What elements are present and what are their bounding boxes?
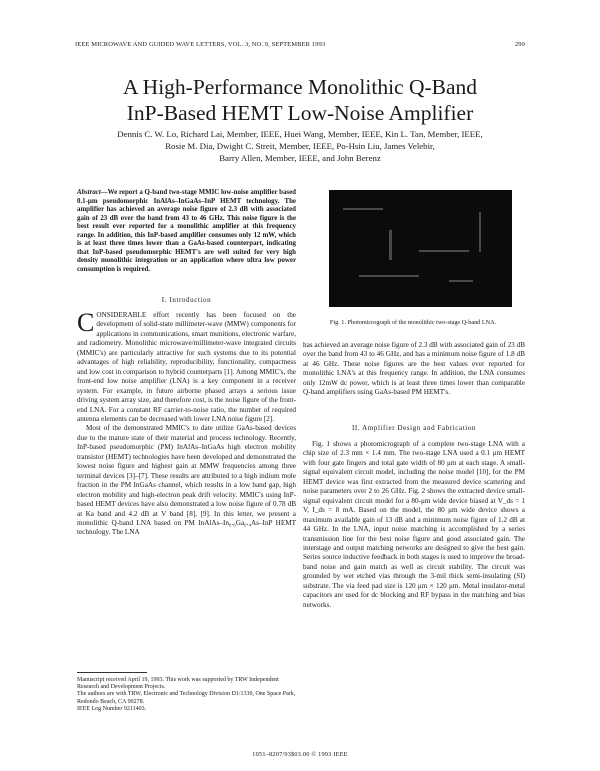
figure-caption: Fig. 1. Photomicrograph of the monolithic two-stage Q-band LNA. [329,319,497,326]
abstract-text: —We report a Q-band two-stage MMIC low-noise amplifier based 0.1-μm pseudomorphic InAlAs–InGaAs–InP HEMT technology. The amplifier has achieved an average noise figure of 2.3 dB with associated gain of 23 dB over the band from 43 to 46 GHz. This noise figure is the best result ever reported for a monolithic amplifier at this frequency range. In addition, this InP-based amplifier consumes only 12 mW, which is at least three times lower than a GaAs-based counterpart, indicating that InP-based pseudomorphic HEMT's are well suited for very high density monolithic integration or an application where ultra low power consumption is required. [77,189,296,273]
section-1-heading-wrap [77,296,296,305]
authors-line-1: Dennis C. W. Lo, Richard Lai, Member, IEEE, Huei Wang, Member, IEEE, Kin L. Tan, Member, IEEE, [117,129,483,139]
paper-title [60,74,540,126]
authors-line-2: Rosie M. Dia, Dwight C. Streit, Member, IEEE, Po-Hsin Liu, James Velebir, [165,141,435,152]
page-number: 299 [514,41,525,48]
intro-paragraph-2: Most of the demonstrated MMIC's to date utilize GaAs-based devices due to the mature state of their material and process technology. Recently, InP-based pseudomorphic (PM) InAlAs–InGaAs high electron mobility transistor (HEMT) technologies have been developed and demonstrated the lowest noise figure and highest gain at MMW frequencies among three terminal devices [3]–[7]. These results are attributed to a high indium mole fraction in the PM InGaAs channel, which results in a low band gap, high electron mobility and high-electron peak drift velocity. MMIC's using InP-based HEMT devices have also demonstrated a low noise figure of 0.78 dB at Ka band and 4.2 dB at V band [8], [9]. In this letter, we present a monolithic Q-band LNA based on PM InAlAs–In₀.₆Ga₀.₄As–InP HEMT technology. The LNA [77,424,296,537]
footnote-rule [77,672,147,673]
copyright-line: 1051–8207/93$03.00 © 1993 IEEE [252,751,348,758]
running-header [75,41,525,48]
intro-paragraph-1-text: ONSIDERABLE effort recently has been focused on the development of solid-state millimeter-wave (MMW) components for applications in communications, smart munitions, electronic warfare, and radiometry. Monolithic microwave/millimeter-wave integrated circuits (MMIC's) are particularly attractive for such systems due to its potential advantages of high reliability, reproducibility, functionality, compactness and low cost in comparison to hybrid counterparts [1]. Among MMIC's, the front-end low noise amplifier (LNA) is a key component in a receiver system. For example, in future airborne phased arrays a serious issue driving system array size, and therefore cost, is the noise figure of the front-end LNA. For a constant RF carrier-to-noise ratio, the number of required antenna elements can be decreased with lower LNA noise figure [2]. [77,311,296,423]
section-2-heading-wrap [303,424,525,433]
abstract-lead: Abstract [77,189,101,196]
section-1-heading: I. Introduction [161,296,212,304]
drop-cap: C [77,308,95,337]
authors-line-3: Barry Allen, Member, IEEE, and John Berenz [219,153,381,164]
right-paragraph-1: has achieved an average noise figure of 2.3 dB with associated gain of 23 dB over the band from 43 to 46 GHz, and has a minimum noise figure of 1.8 dB at 46 GHz. These noise figures are the best values ever reported for monolithic LNA's at this frequency range. In addition, the LNA consumes only 12mW dc power, which is at least three times lower than comparable Q-band amplifiers using GaAs-based PM HEMT's. [303,341,525,397]
right-column-text [303,341,525,398]
journal-header: IEEE MICROWAVE AND GUIDED WAVE LETTERS, VOL. 3, NO. 9, SEPTEMBER 1993 [75,41,326,48]
abstract [77,189,296,274]
photomicrograph-figure [329,190,512,307]
footnote-line-3: IEEE Log Number 9211403. [77,705,147,712]
author-list [70,128,530,165]
section-2-body [303,440,525,610]
intro-paragraph-1 [77,308,296,424]
title-line-2: InP-Based HEMT Low-Noise Amplifier [126,101,474,125]
footnote-line-2: The authors are with TRW, Electronic and Technology Division D1/1330, One Space Park, Redondo Beach, CA 90278. [77,691,296,705]
title-line-1: A High-Performance Monolithic Q-Band [122,75,478,99]
section-2-paragraph-1: Fig. 1 shows a photomicrograph of a complete two-stage LNA with a chip size of 2.3 mm × 1.4 mm. The two-stage LNA used a 0.1 μm HEMT with four gate fingers and total gate width of 80 μm at each stage. A small-signal equivalent circuit model, including the noise model [10], for the PM HEMT device was first extracted from the measured device scattering and noise parameters over 2 to 26 GHz. Fig. 2 shows the extracted device small-signal equivalent circuit model for a 80-μm wide device biased at V_ds = 1 V, I_ds = 8 mA. Based on the model, the 80 μm wide device shows a maximum available gain of 13 dB and a minimum noise figure of 1.2 dB at 44 GHz. In the LNA, input noise matching is accomplished by a series transmission line for the best noise figure and good associated gain. The interstage and output matching networks are designed to give the best gain. Series source inductive feedback in both stages is used to improve the broad-band noise and gain match as well as circuit stability. The circuit was grounded by wet etched vias through the 3-mil thick semi-insulating (SI) substrate. The via feed pad size is 120 μm × 120 μm. Metal insulator-metal capacitors are used for dc blocking and RF bypass in the matching and bias networks. [303,440,525,609]
section-2-heading: II. Amplifier Design and Fabrication [351,424,477,432]
introduction-body [77,308,296,538]
footnote [77,677,296,713]
footnote-line-1: Manuscript received April 19, 1993. This work was supported by TRW Independent Research and Development Projects. [77,677,279,691]
